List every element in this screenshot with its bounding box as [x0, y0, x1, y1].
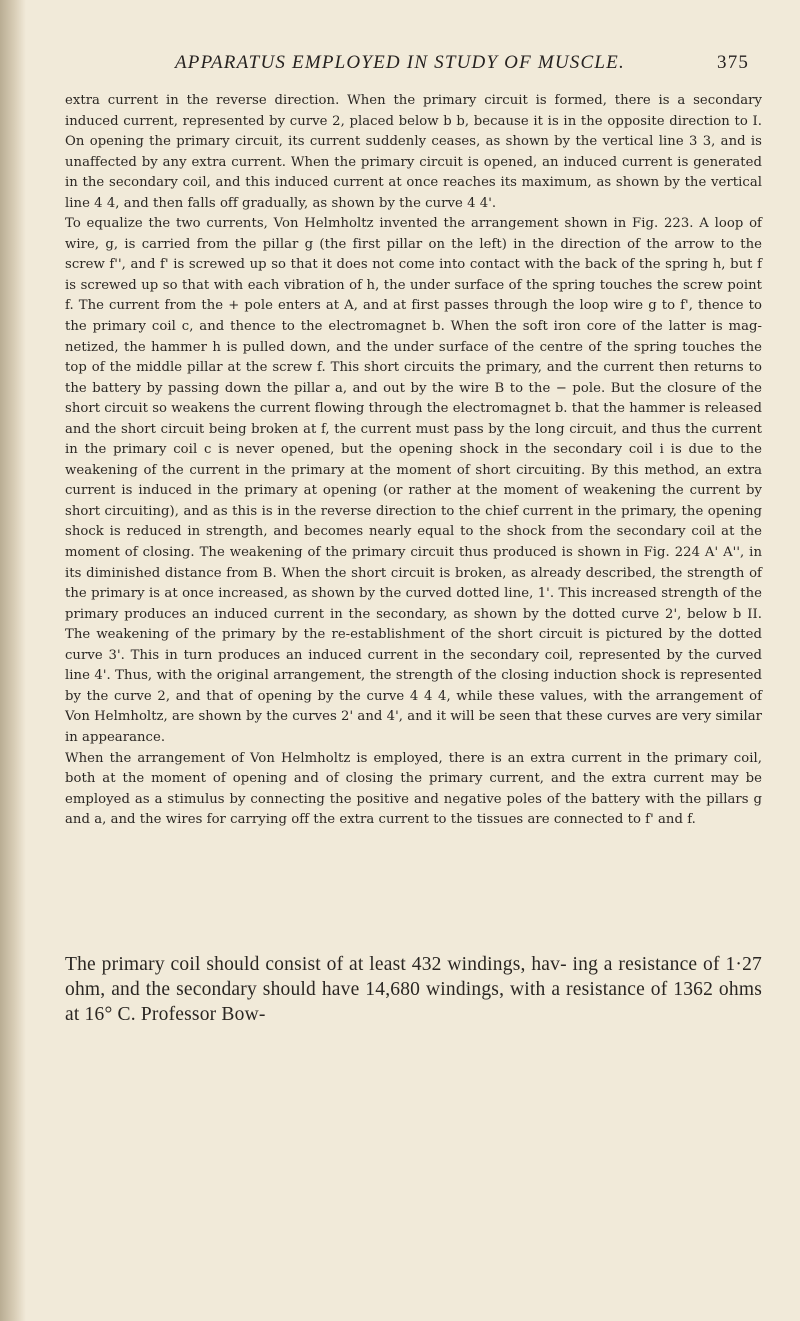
running-title: APPARATUS EMPLOYED IN STUDY OF MUSCLE.: [175, 52, 625, 73]
body-text: [65, 91, 762, 831]
paragraph-3: When the arrangement of Von Helmholtz is employed, there is an extra current in the primary coil, both at the moment of opening and of closing the primary current, and the extra current may be employed as a stimulus by connecting the positive and negative poles of the battery with the pillars g and a, and the wires for carrying off the extra current to the tissues are connected to f' and f.: [65, 750, 762, 828]
large-type-paragraph: [65, 952, 762, 1027]
paragraph-2: To equalize the two currents, Von Helmholtz invented the arrangement shown in Fig. 223. A loop of wire, g, is carried from the pillar g (the first pillar on the left) in the direction of the arrow to the screw f'', and f' is screwed up so that it does not come into contact with the back of the spring h, but f is screwed up so that with each vibration of h, the under surface of the spring touches the screw point f. The current from the + pole enters at A, and at first passes through the loop wire g to f', thence to the primary coil c, and thence to the electromagnet b. When the soft iron core of the latter is mag- netized, the hammer h is pulled down, and the under surface of the centre of the spring touches the top of the middle pillar at the screw f. This short circuits the primary, and the current then returns to the battery by passing down the pillar a, and out by the wire B to the − pole. But the closure of the short circuit so weakens the current flowing through the electromagnet b. that the hammer is released and the short circuit being broken at f, the current must pass by the long circuit, and thus the current in the primary coil c is never opened, but the opening shock in the secondary coil i is due to the weakening of the current in the primary at the moment of short circuiting. By this method, an extra current is induced in the primary at opening (or rather at the moment of weakening the current by short circuiting), and as this is in the reverse direction to the chief current in the primary, the opening shock is reduced in strength, and becomes nearly equal to the shock from the secondary coil at the moment of closing. The weakening of the primary circuit thus produced is shown in Fig. 224 A' A'', in its diminished distance from B. When the short circuit is broken, as already described, the strength of the primary is at once increased, as shown by the curved dotted line, 1'. This increased strength of the primary produces an induced current in the secondary, as shown by the dotted curve 2', below b II. The weakening of the primary by the re-establishment of the short circuit is pictured by the dotted curve 3'. This in turn produces an induced current in the secondary coil, represented by the curved line 4'. Thus, with the original arrangement, the strength of the closing induction shock is represented by the curve 2, and that of opening by the curve 4 4 4, while these values, with the arrangement of Von Helmholtz, are shown by the curves 2' and 4', and it will be seen that these curves are very similar in appearance.: [65, 216, 762, 745]
paragraph-1: extra current in the reverse direction. When the primary circuit is formed, there is a secondary induced current, represented by curve 2, placed below b b, because it is in the opposite direction to I. On opening the primary circuit, its current suddenly ceases, as shown by the vertical line 3 3, and is unaffected by any extra current. When the primary circuit is opened, an induced current is generated in the secondary coil, and this induced current at once reaches its maximum, as shown by the vertical line 4 4, and then falls off gradually, as shown by the curve 4 4'.: [65, 93, 762, 211]
binding-shadow: [0, 0, 26, 1321]
page-number: 375: [717, 52, 750, 73]
paragraph-4: The primary coil should consist of at least 432 windings, hav- ing a resistance of 1·27 ohm, and the secondary should have 14,680 windings, with a resistance of 1362 ohms at 16° C. Professor Bow-: [65, 954, 762, 1025]
